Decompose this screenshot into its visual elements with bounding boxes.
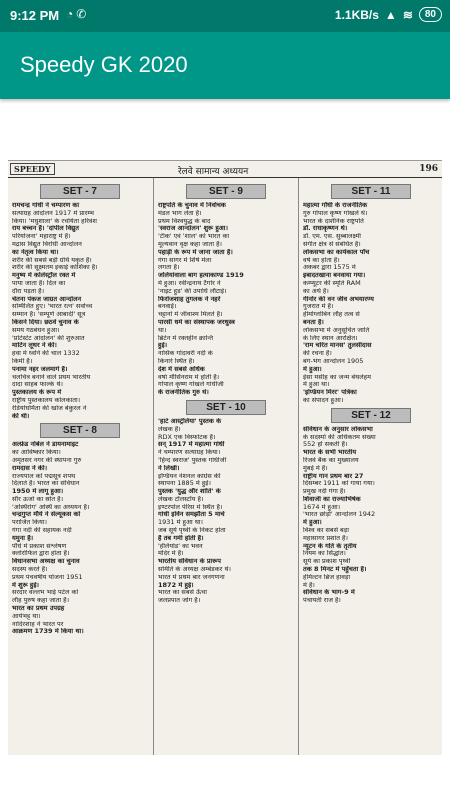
fact-line: दिलाते हैं। भारत का संविधान bbox=[12, 480, 80, 488]
document-page[interactable] bbox=[8, 160, 442, 755]
fact-line: डॉ. एम. एस. सुब्बालक्ष्मी bbox=[303, 233, 361, 241]
notification-icons bbox=[66, 7, 89, 21]
set-heading: SET - 9 bbox=[186, 184, 266, 199]
fact-line: संविधान के भाग-9 में bbox=[303, 589, 355, 597]
page-header bbox=[8, 161, 442, 178]
fact-line: मार्टिन लूथर ने की। bbox=[12, 342, 57, 350]
column-1 bbox=[12, 181, 148, 636]
fact-line: इण्टरपोल पेरिस में स्थित है। bbox=[158, 503, 223, 511]
fact-line: किया। 'मधुशाला' के रचयिता हरिवंश bbox=[12, 217, 97, 225]
fact-line: दादा साहब फाल्के थे। bbox=[12, 381, 63, 389]
fact-line: सरदार वल्लभ भाई पटेल को bbox=[12, 589, 79, 597]
fact-line: था। bbox=[158, 326, 167, 334]
fact-line: में है। bbox=[303, 581, 315, 589]
set-content bbox=[158, 202, 294, 397]
fact-line: 'हार्ट आस्ट्रेलिया' पुस्तक के bbox=[158, 417, 222, 425]
fact-line: महात्मा गाँधी के राजनीतिक bbox=[303, 202, 368, 209]
fact-line: शरीर की सूक्ष्मतम इकाई कोशिका है। bbox=[12, 264, 98, 272]
column-2 bbox=[158, 181, 294, 605]
fact-line: राष्ट्रीय पुस्तकालय कोलकाता। bbox=[12, 396, 81, 404]
fact-line: रामचन्द्र गांधी ने चम्पारण का bbox=[12, 202, 80, 209]
fact-line: ईसा मसीह का जन्म बेथलेहम bbox=[303, 373, 372, 381]
fact-line: विश्व का सबसे बड़ा bbox=[303, 527, 349, 535]
fact-line: राय बच्चन हैं। 'दांपील विद्युत bbox=[12, 225, 79, 233]
fact-line: गोपाल कृष्ण गोखले गांधीजी bbox=[158, 381, 224, 389]
fact-line: किमी है। bbox=[12, 357, 33, 365]
fact-line: नासिक गोदावरी नदी के bbox=[158, 350, 213, 358]
fact-line: पनामा नहर जलमार्ग है। bbox=[12, 365, 68, 373]
fact-line: राष्ट्रीय गान प्रथम बार 27 bbox=[303, 472, 364, 480]
set-heading: SET - 10 bbox=[186, 400, 266, 415]
fact-line: बनवाईं। bbox=[158, 303, 177, 311]
fact-line: कम्प्यूटर की स्मृति RAM bbox=[303, 279, 361, 287]
fact-line: रिजर्व बैंक का मुख्यालय bbox=[303, 456, 359, 464]
fact-line: है तब गर्मी होती है। bbox=[158, 534, 204, 542]
fact-line: पराजित किया। bbox=[12, 519, 47, 527]
fact-line: शिवाजी का राज्याभिषेक bbox=[303, 495, 361, 503]
fact-line: बनता है। bbox=[303, 318, 324, 326]
set-heading: SET - 8 bbox=[40, 423, 120, 438]
fact-line: मुंबई में है। bbox=[303, 464, 328, 472]
fact-line: की रचना है। bbox=[303, 350, 332, 358]
fact-line: नादिरशाह ने भारत पर bbox=[12, 620, 64, 628]
fact-line: चट्टानों में जीवाश्म मिलते हैं। bbox=[158, 311, 223, 319]
fact-line: मंदिर में है। bbox=[158, 550, 184, 558]
fact-line: आक्रमण 1739 में किया था। bbox=[12, 628, 84, 636]
fact-line: 'अस्थिरोग' अस्थि का अध्ययन है। bbox=[12, 503, 90, 511]
fact-line: पारसी धर्म का संस्थापक जरथुस्त्र bbox=[158, 318, 235, 326]
fact-line: लेखक हैं। bbox=[158, 425, 181, 433]
fact-line: का संपादन हुआ। bbox=[303, 396, 344, 404]
fact-line: महासागर प्रशांत है। bbox=[303, 534, 348, 542]
fact-line: का आविष्कार किया। bbox=[12, 449, 61, 457]
fact-line: पुस्तक 'युद्ध और शांति' के bbox=[158, 488, 221, 496]
fact-line: हेमिल्टन ब्रिज हावड़ा bbox=[303, 573, 350, 581]
fact-line: संगीत क्षेत्र से संबंधित हैं। bbox=[303, 240, 361, 248]
fact-line: ने चम्पारण सत्याग्रह किया। bbox=[158, 449, 221, 457]
fact-line: शरीर की सबसे बड़ी ग्रंथि यकृत है। bbox=[12, 256, 92, 264]
fact-line: 'भारत छोड़ो' आन्दोलन 1942 bbox=[303, 511, 376, 519]
fact-line: देश में सबसे अधिक bbox=[158, 365, 205, 373]
fact-line: आर्यभट्ट था। bbox=[12, 612, 41, 620]
fact-line: गांधी इर्विन समझौता 5 मार्च bbox=[158, 511, 225, 519]
fact-line: किसने दिया। छठवें चुनाव के bbox=[12, 318, 79, 326]
fact-line: ने लिखी। bbox=[158, 464, 180, 472]
fact-line: की थी। bbox=[12, 412, 30, 420]
fact-line: वर्षा मौसिनराम में होती है। bbox=[158, 373, 220, 381]
fact-line: नियम का सिद्धांत। bbox=[303, 550, 346, 558]
fact-line: सन् 1917 में महात्मा गांधी bbox=[158, 441, 225, 449]
fact-line: दौरा पड़ता है। bbox=[12, 287, 45, 295]
fact-line: 1674 में हुआ। bbox=[303, 503, 341, 511]
fact-line: बंग-भंग आन्दोलन 1905 bbox=[303, 357, 364, 365]
fact-line: इबादतखाना बनवाया गया। bbox=[303, 272, 366, 280]
fact-line: में हुआ। रवीन्द्रनाथ टैगोर ने bbox=[158, 279, 221, 287]
fact-line: गीर्नार की वन जीव अभयारण्य bbox=[303, 295, 374, 303]
fact-line: परियोजना' महाराष्ट्र में है। bbox=[12, 233, 71, 241]
fact-line: भारत में प्रथम बार जनगणना bbox=[158, 573, 225, 581]
fact-line: तक 8 मिनट में पहुँचता है। bbox=[303, 566, 367, 574]
fact-line: सम्मान है। 'सम्पूर्ण आबादी' सूत्र bbox=[12, 311, 86, 319]
fact-line: में हुआ था। bbox=[303, 381, 330, 389]
fact-line: के लिए स्थान आरक्षित। bbox=[303, 334, 358, 342]
fact-line: विधानसभा अध्यक्ष का चुनाव bbox=[12, 558, 80, 566]
fact-line: गुजरात में है। bbox=[303, 303, 334, 311]
fact-line: 'नाइट हुड' की उपाधि लौटाई। bbox=[158, 287, 227, 295]
fact-line: भारत का प्रथम उपग्रह bbox=[12, 605, 65, 613]
signal-icon: ▲ bbox=[384, 7, 397, 22]
network-speed: 1.1KB/s bbox=[334, 7, 379, 22]
set-content bbox=[158, 418, 294, 605]
fact-line: मद्रास विद्युत विरोधी आन्दोलन bbox=[12, 240, 82, 248]
status-right bbox=[335, 7, 442, 22]
fact-line: 'टीक' एवं 'शाल' को भारत का bbox=[158, 233, 230, 241]
fact-line: राष्ट्रपति के चुनाव में निर्वाचक bbox=[158, 202, 226, 209]
fact-line: में हुआ। bbox=[303, 519, 322, 527]
fact-line: भारतीय संविधान के प्रारूप bbox=[158, 558, 221, 566]
fact-line: सत्याग्रह आंदोलन 1917 में प्रारम्भ bbox=[12, 209, 94, 217]
app-title: Speedy GK 2020 bbox=[20, 52, 188, 77]
fact-line: लोकसभा का कार्यकाल पाँच bbox=[303, 248, 370, 256]
fact-line: 'हेलियोड' का भवन bbox=[158, 542, 203, 550]
fact-line: चन्द्रगुप्त मौर्य ने सेल्यूकस को bbox=[12, 511, 81, 519]
fact-line: न्यूटन के गति के तृतीय bbox=[303, 542, 357, 550]
fact-line: प्रमुख नदी गंगा है। bbox=[303, 488, 346, 496]
fact-line: RDX एक विस्फोटक है। bbox=[158, 433, 216, 441]
fact-line: भारत के सभी भारतीय bbox=[303, 449, 357, 457]
fact-line: गुरु गोपाल कृष्ण गोखले थे। bbox=[303, 209, 368, 217]
fact-line: प्रथम पंचवर्षीय योजना 1951 bbox=[12, 573, 83, 581]
fact-line: समिति के अध्यक्ष अम्बेडकर थे। bbox=[158, 566, 231, 574]
fact-line: 1872 में हुई। bbox=[158, 581, 194, 589]
fact-line: जलियांवाला बाग हत्याकाण्ड 1919 bbox=[158, 272, 244, 280]
fact-line: इण्डियन नेशनल कांग्रेस की bbox=[158, 472, 221, 480]
fact-line: लगता है। bbox=[158, 264, 180, 272]
fact-line: डॉ. राधाकृष्णन थे। bbox=[303, 225, 348, 233]
circle-icon: ◔ bbox=[66, 7, 77, 21]
fact-line: क्लोरोफिल द्वारा होता है। bbox=[12, 550, 70, 558]
fact-line: जब सूर्य पृथ्वी के निकट होता bbox=[158, 527, 226, 535]
status-time: 9:12 PM bbox=[10, 8, 60, 23]
fact-line: पंचायती राज है। bbox=[303, 597, 341, 605]
fact-line: में हुआ। bbox=[303, 365, 322, 373]
set-content bbox=[12, 441, 148, 636]
set-heading: SET - 11 bbox=[331, 184, 411, 199]
fact-line: के सदस्यों की अधिकतम संख्या bbox=[303, 433, 376, 441]
battery-indicator: 80 bbox=[419, 7, 442, 22]
fact-line: सदस्य करते हैं। bbox=[12, 566, 48, 574]
column-3 bbox=[303, 181, 439, 605]
fact-line: राज्यपाल को पद्मसूत्र शपथ bbox=[12, 472, 76, 480]
fact-line: पौधे में प्रकाश संश्लेषण bbox=[12, 542, 67, 550]
fact-line: अल्फ्रेड नोबेल ने डायनामाइट bbox=[12, 441, 79, 449]
fact-line: मूल्यवान वृक्ष कहा जाता है। bbox=[158, 240, 223, 248]
fact-line: का अर्थ है। bbox=[303, 287, 329, 295]
set-content bbox=[303, 202, 439, 405]
fact-line: किनारे स्थित है। bbox=[158, 357, 195, 365]
fact-line: प्रथम विश्वयुद्ध के बाद bbox=[158, 217, 211, 225]
fact-line: 'प्रोटेस्टेंट आंदोलन' की शुरुआत bbox=[12, 334, 85, 342]
fact-line: लेखक टॉलस्टॉय हैं। bbox=[158, 495, 204, 503]
set-heading: SET - 12 bbox=[331, 408, 411, 423]
fact-line: गंगा सागर में शिर्ष मेला bbox=[158, 256, 212, 264]
fact-line: ब्रिटेन में रक्तहीन क्रान्ति bbox=[158, 334, 214, 342]
fact-line: अकबर द्वारा 1575 में bbox=[303, 264, 356, 272]
fact-line: फिरोजशाह तुगलक ने नहरें bbox=[158, 295, 221, 303]
fact-line: 'हिन्द स्वराज' पुस्तक गांधीजी bbox=[158, 456, 227, 464]
fact-line: लोकसभा में अनुसूचित जाति bbox=[303, 326, 370, 334]
fact-line: अमृतसर नगर की स्थापना गुरु bbox=[12, 456, 82, 464]
fact-line: सम्मिलित हुए। 'भारत रत्न' सर्वोच्च bbox=[12, 303, 93, 311]
fact-line: संविधान के अनुसार लोकसभा bbox=[303, 425, 373, 433]
fact-line: भारत के दार्शनिक राष्ट्रपति bbox=[303, 217, 364, 225]
fact-line: 'राम चरित मानस' तुलसीदास bbox=[303, 342, 372, 350]
fact-line: लौह पुरुष कहा जाता है। bbox=[12, 597, 70, 605]
fact-line: पुस्तकालय के रूप में bbox=[12, 389, 62, 397]
fact-line: का नेतृत्व किया था। bbox=[12, 248, 59, 256]
app-bar bbox=[0, 32, 450, 99]
fact-line: हुई। bbox=[158, 342, 168, 350]
fact-line: चेतना पंकज जाग्रत आन्दोलन bbox=[12, 295, 82, 303]
fact-line: स्थापना 1885 में हुई। bbox=[158, 480, 211, 488]
column-divider bbox=[298, 178, 299, 755]
fact-line: यमुना है। bbox=[12, 534, 34, 542]
fact-line: वर्ष का होता है। bbox=[303, 256, 340, 264]
fact-line: के राजनीतिक गुरु थे। bbox=[158, 389, 209, 397]
fact-line: 'इण्डियन मिरर' पत्रिका bbox=[303, 389, 357, 397]
page-heading: रेलवे सामान्य अध्ययन bbox=[178, 167, 249, 177]
brand-logo: SPEEDY bbox=[10, 163, 55, 175]
status-bar bbox=[0, 0, 450, 32]
phone-icon: ✆ bbox=[76, 7, 90, 21]
fact-line: चलचित्र बनाने वाले प्रथम भारतीय bbox=[12, 373, 91, 381]
fact-line: भारत का सबसे ऊँचा bbox=[158, 589, 207, 597]
fact-line: सौर ऊर्जा का स्रोत है। bbox=[12, 495, 64, 503]
fact-line: गंगा नदी की सहायक नदी bbox=[12, 527, 72, 535]
fact-line: 1931 में हुआ था। bbox=[158, 519, 204, 527]
fact-line: रामदास ने की। bbox=[12, 464, 48, 472]
set-content bbox=[303, 426, 439, 605]
fact-line: मंडल भाग लेता है। bbox=[158, 209, 202, 217]
fact-line: रेडियोधर्मिता की खोज बेकुरल ने bbox=[12, 404, 87, 412]
column-divider bbox=[153, 178, 154, 755]
fact-line: 'स्वराज आन्दोलन' शुरू हुआ। bbox=[158, 225, 228, 233]
fact-line: जलप्रपात जोग है। bbox=[158, 597, 201, 605]
wifi-icon: ≋ bbox=[402, 7, 413, 22]
page-number: 196 bbox=[419, 164, 438, 174]
fact-line: 1950 में लागू हुआ। bbox=[12, 488, 64, 496]
fact-line: पाया जाता है। दिल का bbox=[12, 279, 66, 287]
fact-line: दिसम्बर 1911 को गाया गया। bbox=[303, 480, 375, 488]
fact-line: हीमोग्लोबिन लौह तत्व से bbox=[303, 311, 360, 319]
fact-line: पहाड़ी के रूप में जाना जाता है। bbox=[158, 248, 233, 256]
fact-line: समय गठबंधन हुआ। bbox=[12, 326, 60, 334]
fact-line: 552 हो सकती है। bbox=[303, 441, 348, 449]
set-heading: SET - 7 bbox=[40, 184, 120, 199]
fact-line: में शुरू हुई। bbox=[12, 581, 39, 589]
fact-line: सूर्य का प्रकाश पृथ्वी bbox=[303, 558, 351, 566]
set-content bbox=[12, 202, 148, 420]
fact-line: हवा में ध्वनि की चाल 1332 bbox=[12, 350, 80, 358]
fact-line: मनुष्य में कोलेस्ट्रॉल रक्त में bbox=[12, 272, 76, 280]
